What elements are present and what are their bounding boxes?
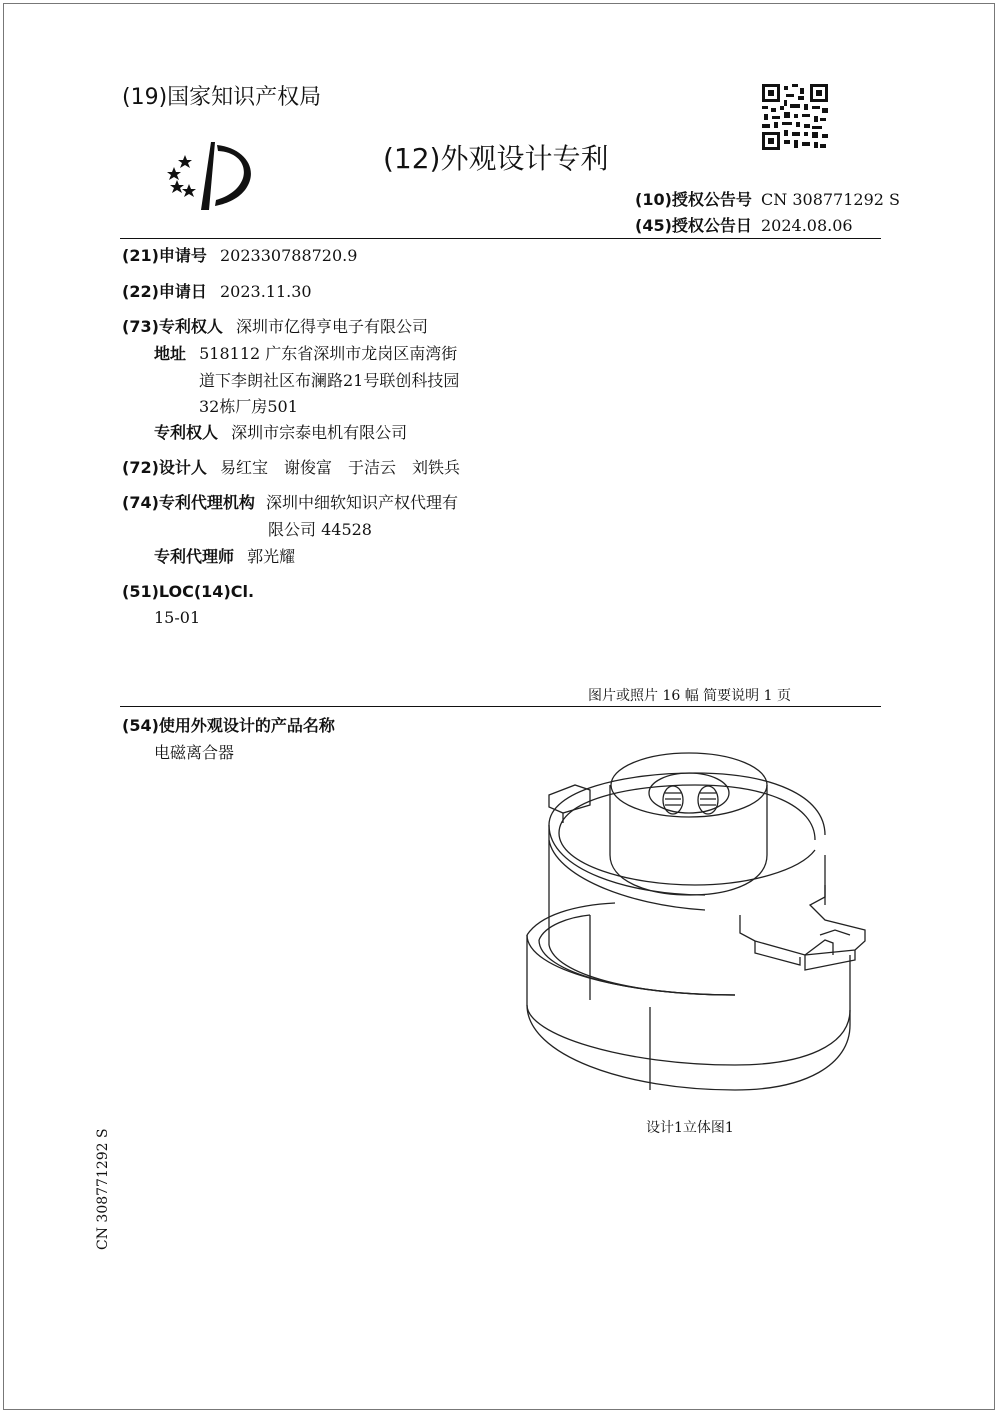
application-date-value: 2023.11.30 (220, 282, 312, 301)
qr-code (762, 84, 828, 150)
office-name: (19)国家知识产权局 (122, 85, 322, 110)
page-summary: 图片或照片 16 幅 简要说明 1 页 (588, 688, 791, 704)
agency-line-2: 限公司 44528 (268, 520, 372, 539)
agency-line-1: 深圳中细软知识产权代理有 (266, 493, 459, 512)
application-number-label: (21)申请号 (122, 246, 207, 265)
loc-classification-value: 15-01 (154, 608, 201, 627)
grant-date-label: (45)授权公告日 (635, 216, 752, 235)
patentee-2-label: 专利权人 (154, 423, 219, 442)
side-publication-number: CN 308771292 S (95, 1128, 111, 1250)
grant-date-value: 2024.08.06 (761, 216, 853, 235)
product-name-label: (54)使用外观设计的产品名称 (122, 716, 335, 735)
patentee-value: 深圳市亿得亨电子有限公司 (236, 317, 429, 336)
cnipa-emblem (165, 140, 260, 215)
designer-label: (72)设计人 (122, 458, 207, 477)
patentee-label: (73)专利权人 (122, 317, 223, 336)
star-icon (167, 167, 181, 180)
product-divider (120, 706, 881, 707)
star-icon (170, 180, 184, 193)
header-divider (120, 238, 881, 239)
patentee-2-value: 深圳市宗泰电机有限公司 (231, 423, 408, 442)
star-icon (178, 155, 192, 168)
agent-name: 郭光耀 (247, 547, 296, 566)
address-line-1: 518112 广东省深圳市龙岗区南湾街 (199, 344, 458, 363)
star-icon (182, 184, 196, 197)
agency-label: (74)专利代理机构 (122, 493, 255, 512)
grant-number-value: CN 308771292 S (761, 190, 900, 209)
loc-classification-label: (51)LOC(14)Cl. (122, 582, 255, 601)
document-type: (12)外观设计专利 (383, 142, 609, 175)
figure-caption: 设计1立体图1 (646, 1120, 734, 1136)
design-perspective-drawing (515, 745, 875, 1105)
agent-label: 专利代理师 (154, 547, 235, 566)
application-number-value: 202330788720.9 (220, 246, 358, 265)
address-line-3: 32栋厂房501 (199, 397, 298, 416)
address-line-2: 道下李朗社区布澜路21号联创科技园 (199, 371, 460, 390)
grant-number-label: (10)授权公告号 (635, 190, 752, 209)
designer-names: 易红宝 谢俊富 于洁云 刘铁兵 (220, 458, 461, 477)
product-name-value: 电磁离合器 (154, 743, 235, 762)
application-date-label: (22)申请日 (122, 282, 207, 301)
address-label: 地址 (154, 344, 187, 363)
